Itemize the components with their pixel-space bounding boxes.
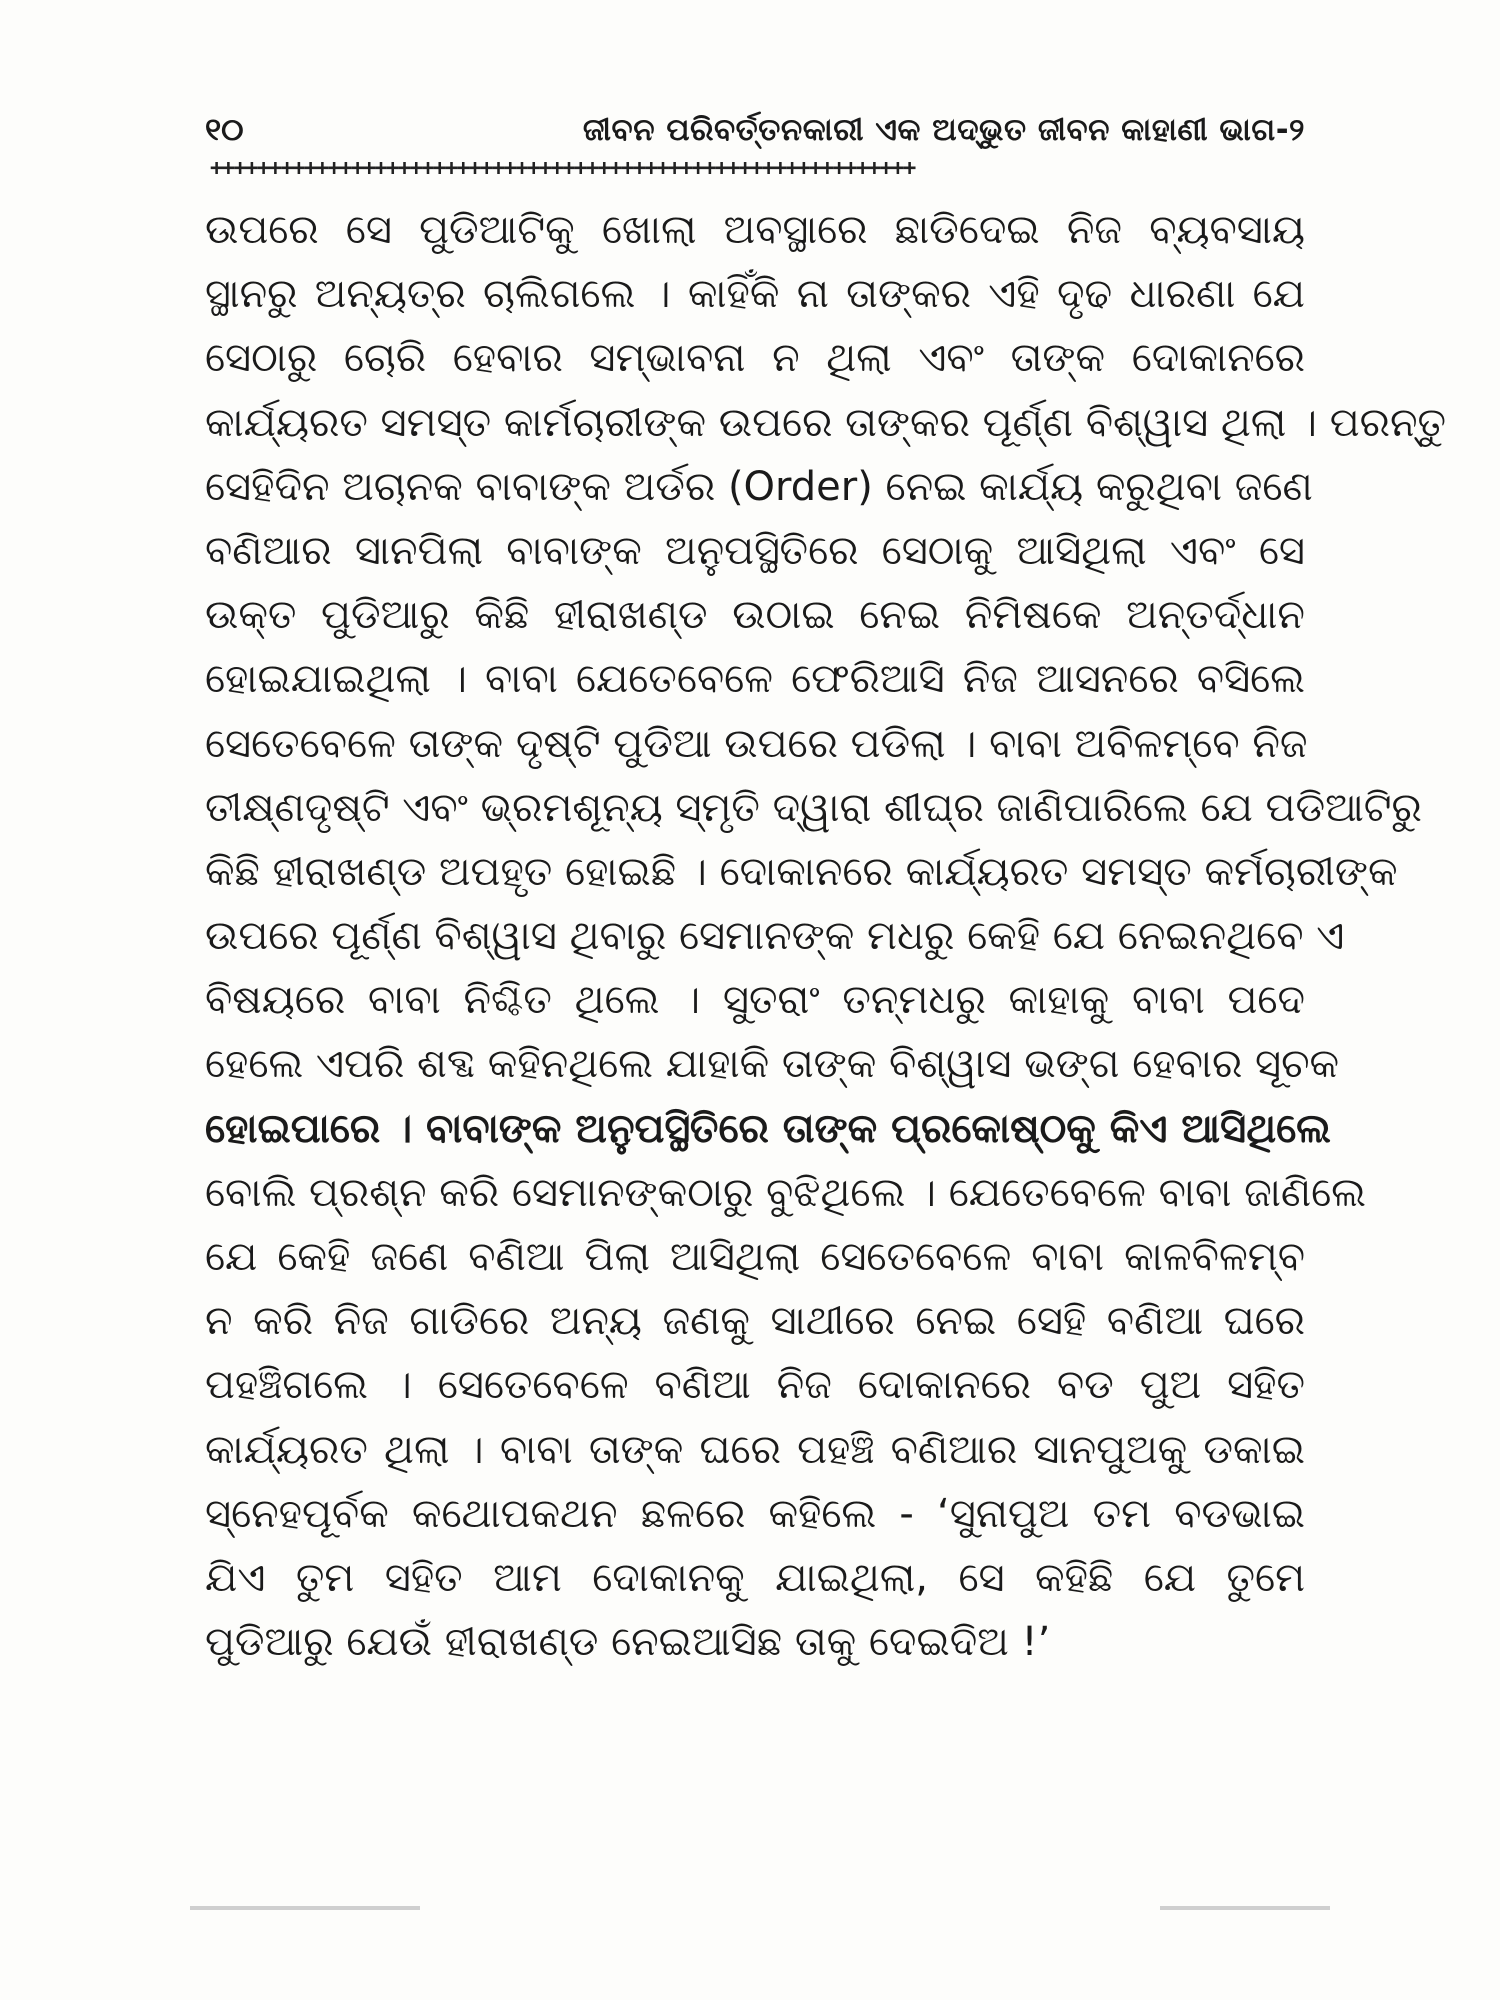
text-line: ତୀକ୍ଷ୍ଣଦୃଷ୍ଟି ଏବଂ ଭ୍ରମଶୂନ୍ୟ ସ୍ମୃତି ଦ୍ୱାରା ଶୀଘ୍ର ଜାଣିପାରିଲେ ଯେ ପଡିଆଟିରୁ — [205, 784, 1422, 831]
text-line: ସେତେବେଳେ ତାଙ୍କ ଦୃଷ୍ଟି ପୁଡିଆ ଉପରେ ପଡିଲା । ବାବା ଅବିଳମ୍ବେ ନିଜ — [205, 720, 1308, 767]
text-line: ଯେ କେହି ଜଣେ ବଣିଆ ପିଲା ଆସିଥିଲା ସେତେବେଳେ ବାବା କାଳବିଳମ୍ବ — [205, 1234, 1305, 1280]
text-line: ବୋଲି ପ୍ରଶ୍ନ କରି ସେମାନଙ୍କଠାରୁ ବୁଝିଥିଲେ । ଯେତେବେଳେ ବାବା ଜାଣିଲେ — [205, 1169, 1366, 1216]
text-line: କାର୍ଯ୍ୟରତ ସମସ୍ତ କାର୍ମଚାରୀଙ୍କ ଉପରେ ତାଙ୍କର ପୂର୍ଣ୍ଣ ବିଶ୍ୱାସ ଥିଲା । ପରନ୍ତୁ — [205, 399, 1447, 446]
text-line: ଯିଏ ତୁମ ସହିତ ଆମ ଦୋକାନକୁ ଯାଇଥିଲା, ସେ କହିଛି ଯେ ତୁମେ — [205, 1554, 1305, 1601]
text-line: କାର୍ଯ୍ୟରତ ଥିଲା । ବାବା ତାଙ୍କ ଘରେ ପହଞ୍ଚି ବଣିଆର ସାନପୁଅକୁ ଡକାଇ — [205, 1426, 1305, 1473]
page-header — [205, 108, 1305, 152]
footer-smudge-right — [1160, 1906, 1330, 1910]
text-line: ପହଞ୍ଚିଗଲେ । ସେତେବେଳେ ବଣିଆ ନିଜ ଦୋକାନରେ ବଡ ପୁଅ ସହିତ — [205, 1362, 1305, 1409]
text-line: ସ୍ନେହପୂର୍ବକ କଥୋପକଥନ ଛଳରେ କହିଲେ - ‘ସୁନାପୁଅ ତମ ବଡଭାଇ — [205, 1490, 1305, 1537]
text-line: ସେଠାରୁ ଚୋରି ହେବାର ସମ୍ଭାବନା ନ ଥିଲା ଏବଂ ତାଙ୍କ ଦୋକାନରେ — [205, 335, 1305, 382]
running-title: ଜୀବନ ପରିବର୍ତ୍ତନକାରୀ ଏକ ଅଦ୍ଭୁତ ଜୀବନ କାହାଣୀ ଭାଗ-୨ — [582, 112, 1305, 148]
body-text — [205, 198, 1447, 1674]
text-line: ଉକ୍ତ ପୁଡିଆରୁ କିଛି ହୀରାଖଣ୍ଡ ଉଠାଇ ନେଇ ନିମିଷକେ ଅନ୍ତର୍ଦ୍ଧାନ — [205, 592, 1305, 639]
text-line: କିଛି ହୀରାଖଣ୍ଡ ଅପହୃତ ହୋଇଛି । ଦୋକାନରେ କାର୍ଯ୍ୟରତ ସମସ୍ତ କର୍ମଚାରୀଙ୍କ — [205, 848, 1398, 895]
text-line: ପୁଡିଆରୁ ଯେଉଁ ହୀରାଖଣ୍ଡ ନେଇଆସିଛ ତାକୁ ଦେଇଦିଅ !’ — [205, 1619, 1051, 1666]
text-line: ହେଲେ ଏପରି ଶବ୍ଦ କହିନଥିଲେ ଯାହାକି ତାଙ୍କ ବିଶ୍ୱାସ ଭଙ୍ଗ ହେବାର ସୂଚକ — [205, 1041, 1340, 1088]
footer-smudge-left — [190, 1906, 420, 1910]
text-line: ନ କରି ନିଜ ଗାଡିରେ ଅନ୍ୟ ଜଣକୁ ସାଥୀରେ ନେଇ ସେହି ବଣିଆ ଘରେ — [205, 1298, 1305, 1345]
text-line: ହୋଇପାରେ । ବାବାଙ୍କ ଅନୁପସ୍ଥିତିରେ ତାଙ୍କ ପ୍ରକୋଷ୍ଠକୁ କିଏ ଆସିଥିଲେ — [205, 1105, 1331, 1152]
text-line: ଉପରେ ସେ ପୁଡିଆଟିକୁ ଖୋଲା ଅବସ୍ଥାରେ ଛାଡିଦେଇ ନିଜ ବ୍ୟବସାୟ — [205, 207, 1305, 253]
text-line: ଉପରେ ପୂର୍ଣ୍ଣ ବିଶ୍ୱାସ ଥିବାରୁ ସେମାନଙ୍କ ମଧରୁ କେହି ଯେ ନେଇନଥିବେ ଏ — [205, 913, 1345, 960]
text-line: ସ୍ଥାନରୁ ଅନ୍ୟତ୍ର ଚାଲିଗଲେ । କାହିଁକି ନା ତାଙ୍କର ଏହି ଦୃଢ ଧାରଣା ଯେ — [205, 271, 1305, 318]
header-rule: ++++++++++++++++++++++++++++++++++++++++++++++++++++++++++++ — [210, 156, 915, 181]
text-line: ବଣିଆର ସାନପିଲା ବାବାଙ୍କ ଅନୁପସ୍ଥିତିରେ ସେଠାକୁ ଆସିଥିଲା ଏବଂ ସେ — [205, 527, 1305, 574]
page-number: ୧୦ — [205, 112, 244, 148]
text-line: ବିଷୟରେ ବାବା ନିଶ୍ଚିତ ଥିଲେ । ସୁତରାଂ ତନ୍ମଧରୁ କାହାକୁ ବାବା ପଦେ — [205, 977, 1305, 1024]
text-line: ସେହିଦିନ ଅଚାନକ ବାବାଙ୍କ ଅର୍ଡର (Order) ନେଇ କାର୍ଯ୍ୟ କରୁଥିବା ଜଣେ — [205, 463, 1313, 510]
text-line: ହୋଇଯାଇଥିଲା । ବାବା ଯେତେବେଳେ ଫେରିଆସି ନିଜ ଆସନରେ ବସିଲେ — [205, 656, 1305, 703]
